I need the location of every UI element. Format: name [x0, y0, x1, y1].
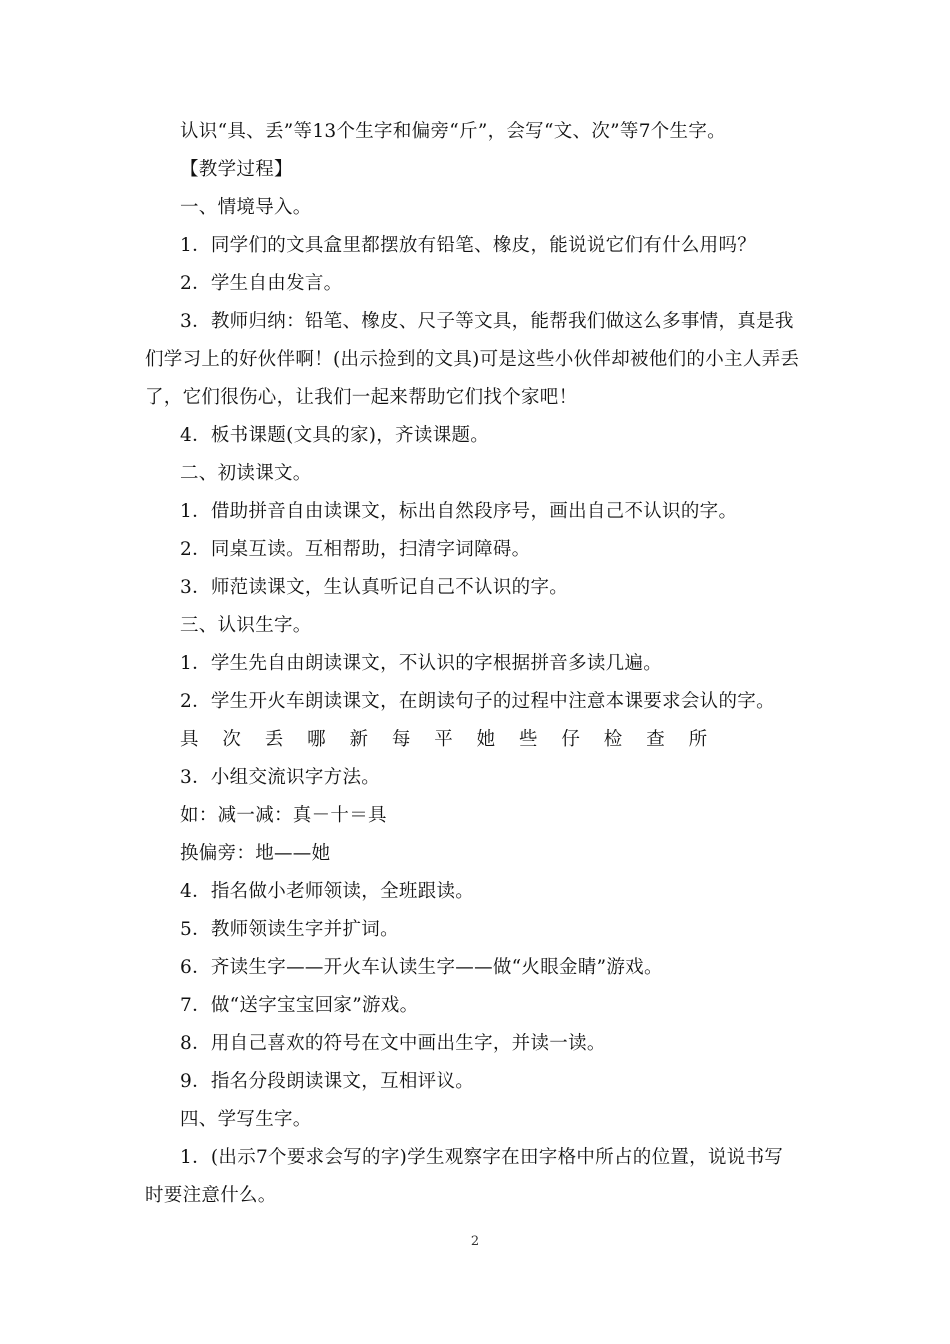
paragraph: 3．小组交流识字方法。 [180, 767, 381, 788]
paragraph-continuation: 时要注意什么。 [145, 1185, 277, 1206]
paragraph: 7．做“送字宝宝回家”游戏。 [180, 995, 419, 1016]
heading-learn-writing: 四、学写生字。 [180, 1109, 312, 1130]
paragraph: 3．教师归纳：铅笔、橡皮、尺子等文具，能帮我们做这么多事情，真是我 [180, 311, 794, 332]
paragraph: 如：减一减：真－十＝具 [180, 805, 387, 826]
paragraph: 3．师范读课文，生认真听记自己不认识的字。 [180, 577, 569, 598]
page-number: 2 [470, 1234, 480, 1249]
paragraph: 1．同学们的文具盒里都摆放有铅笔、橡皮，能说说它们有什么用吗？ [180, 235, 757, 256]
paragraph: 2．学生开火车朗读课文，在朗读句子的过程中注意本课要求会认的字。 [180, 691, 775, 712]
paragraph-continuation: 们学习上的好伙伴啊！(出示捡到的文具)可是这些小伙伴却被他们的小主人弄丢 [145, 349, 800, 370]
paragraph: 5．教师领读生字并扩词。 [180, 919, 399, 940]
character-list: 具 次 丢 哪 新 每 平 她 些 仔 检 查 所 [180, 729, 717, 750]
section-title-teaching-process: 【教学过程】 [180, 159, 293, 180]
paragraph: 换偏旁：地——她 [180, 843, 331, 864]
paragraph: 2．学生自由发言。 [180, 273, 343, 294]
paragraph: 9．指名分段朗读课文，互相评议。 [180, 1071, 475, 1092]
paragraph: 1．学生先自由朗读课文，不认识的字根据拼音多读几遍。 [180, 653, 663, 674]
paragraph: 2．同桌互读。互相帮助，扫清字词障碍。 [180, 539, 531, 560]
heading-learn-characters: 三、认识生字。 [180, 615, 312, 636]
paragraph: 1．(出示7个要求会写的字)学生观察字在田字格中所占的位置，说说书写 [180, 1147, 784, 1168]
learning-goal-paragraph: 认识“具、丢”等13个生字和偏旁“斤”，会写“文、次”等7个生字。 [180, 121, 726, 142]
paragraph-continuation: 了，它们很伤心，让我们一起来帮助它们找个家吧！ [145, 387, 578, 408]
heading-situation-intro: 一、情境导入。 [180, 197, 312, 218]
paragraph: 8．用自己喜欢的符号在文中画出生字，并读一读。 [180, 1033, 606, 1054]
paragraph: 6．齐读生字——开火车认读生字——做“火眼金睛”游戏。 [180, 957, 663, 978]
paragraph: 4．板书课题(文具的家)，齐读课题。 [180, 425, 490, 446]
paragraph: 1．借助拼音自由读课文，标出自然段序号，画出自己不认识的字。 [180, 501, 738, 522]
paragraph: 4．指名做小老师领读，全班跟读。 [180, 881, 475, 902]
heading-first-reading: 二、初读课文。 [180, 463, 312, 484]
